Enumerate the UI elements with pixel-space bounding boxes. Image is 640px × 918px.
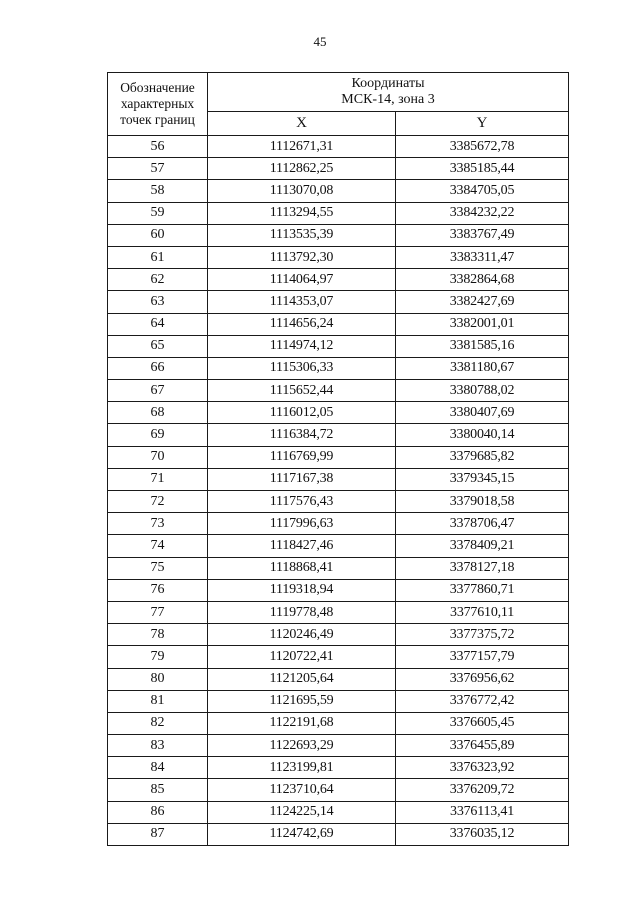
- table-row: [108, 158, 569, 180]
- point-cell: 65: [108, 335, 208, 357]
- table-row: [108, 357, 569, 379]
- point-cell: 74: [108, 535, 208, 557]
- point-cell: 59: [108, 202, 208, 224]
- y-coordinate-cell: 3376323,92: [396, 757, 569, 779]
- x-coordinate-cell: 1113535,39: [208, 224, 396, 246]
- y-coordinate-cell: 3378706,47: [396, 513, 569, 535]
- y-coordinate-cell: 3376605,45: [396, 712, 569, 734]
- point-cell: 85: [108, 779, 208, 801]
- y-coordinate-cell: 3376113,41: [396, 801, 569, 823]
- point-cell: 63: [108, 291, 208, 313]
- y-coordinate-cell: 3376455,89: [396, 735, 569, 757]
- table-row: [108, 801, 569, 823]
- table-row: [108, 624, 569, 646]
- y-coordinate-cell: 3376772,42: [396, 690, 569, 712]
- y-coordinate-cell: 3377375,72: [396, 624, 569, 646]
- point-cell: 58: [108, 180, 208, 202]
- point-cell: 68: [108, 402, 208, 424]
- table-row: [108, 202, 569, 224]
- y-coordinate-cell: 3376956,62: [396, 668, 569, 690]
- points-column-header: Обозначение характерных точек границ: [108, 73, 208, 136]
- table-row: [108, 380, 569, 402]
- table-row: [108, 468, 569, 490]
- x-coordinate-cell: 1116384,72: [208, 424, 396, 446]
- x-coordinate-cell: 1117576,43: [208, 491, 396, 513]
- x-coordinate-cell: 1118427,46: [208, 535, 396, 557]
- y-coordinate-cell: 3378127,18: [396, 557, 569, 579]
- table-row: [108, 646, 569, 668]
- point-cell: 87: [108, 823, 208, 845]
- y-coordinate-cell: 3380407,69: [396, 402, 569, 424]
- point-cell: 86: [108, 801, 208, 823]
- y-coordinate-cell: 3377860,71: [396, 579, 569, 601]
- table-row: [108, 491, 569, 513]
- table-row: [108, 757, 569, 779]
- table-header-row: [108, 73, 569, 112]
- x-coordinate-cell: 1113070,08: [208, 180, 396, 202]
- table-row: [108, 668, 569, 690]
- table-row: [108, 779, 569, 801]
- y-coordinate-cell: 3382001,01: [396, 313, 569, 335]
- y-coordinate-cell: 3379345,15: [396, 468, 569, 490]
- x-coordinate-cell: 1120722,41: [208, 646, 396, 668]
- x-column-header: X: [208, 111, 396, 135]
- x-coordinate-cell: 1114974,12: [208, 335, 396, 357]
- x-coordinate-cell: 1124225,14: [208, 801, 396, 823]
- y-coordinate-cell: 3381180,67: [396, 357, 569, 379]
- y-coordinate-cell: 3377157,79: [396, 646, 569, 668]
- point-cell: 76: [108, 579, 208, 601]
- y-coordinate-cell: 3382864,68: [396, 269, 569, 291]
- point-cell: 69: [108, 424, 208, 446]
- point-cell: 73: [108, 513, 208, 535]
- table-row: [108, 402, 569, 424]
- table-row: [108, 690, 569, 712]
- x-coordinate-cell: 1113792,30: [208, 246, 396, 268]
- coordinates-header: [208, 73, 569, 112]
- x-coordinate-cell: 1123710,64: [208, 779, 396, 801]
- y-coordinate-cell: 3383767,49: [396, 224, 569, 246]
- point-cell: 77: [108, 601, 208, 623]
- x-coordinate-cell: 1114064,97: [208, 269, 396, 291]
- y-coordinate-cell: 3383311,47: [396, 246, 569, 268]
- coordinates-header-title: Координаты: [351, 75, 425, 91]
- point-cell: 78: [108, 624, 208, 646]
- x-coordinate-cell: 1123199,81: [208, 757, 396, 779]
- x-coordinate-cell: 1112671,31: [208, 136, 396, 158]
- x-coordinate-cell: 1115652,44: [208, 380, 396, 402]
- coordinates-table: [107, 72, 569, 846]
- point-cell: 64: [108, 313, 208, 335]
- point-cell: 81: [108, 690, 208, 712]
- table-row: [108, 424, 569, 446]
- y-coordinate-cell: 3380788,02: [396, 380, 569, 402]
- y-coordinate-cell: 3380040,14: [396, 424, 569, 446]
- point-cell: 84: [108, 757, 208, 779]
- table-row: [108, 246, 569, 268]
- point-cell: 61: [108, 246, 208, 268]
- page-number: 45: [313, 34, 327, 49]
- x-coordinate-cell: 1124742,69: [208, 823, 396, 845]
- table-row: [108, 557, 569, 579]
- y-coordinate-cell: 3381585,16: [396, 335, 569, 357]
- y-coordinate-cell: 3376209,72: [396, 779, 569, 801]
- x-coordinate-cell: 1122693,29: [208, 735, 396, 757]
- y-coordinate-cell: 3382427,69: [396, 291, 569, 313]
- x-coordinate-cell: 1113294,55: [208, 202, 396, 224]
- table-row: [108, 180, 569, 202]
- table-row: [108, 579, 569, 601]
- y-coordinate-cell: 3384705,05: [396, 180, 569, 202]
- point-cell: 70: [108, 446, 208, 468]
- x-coordinate-cell: 1120246,49: [208, 624, 396, 646]
- y-coordinate-cell: 3379685,82: [396, 446, 569, 468]
- x-coordinate-cell: 1112862,25: [208, 158, 396, 180]
- table-row: [108, 269, 569, 291]
- point-cell: 60: [108, 224, 208, 246]
- point-cell: 82: [108, 712, 208, 734]
- y-coordinate-cell: 3376035,12: [396, 823, 569, 845]
- y-coordinate-cell: 3385672,78: [396, 136, 569, 158]
- x-coordinate-cell: 1114656,24: [208, 313, 396, 335]
- y-coordinate-cell: 3378409,21: [396, 535, 569, 557]
- table-row: [108, 291, 569, 313]
- coordinates-header-system: МСК-14, зона 3: [341, 91, 435, 107]
- y-column-header: Y: [396, 111, 569, 135]
- point-cell: 79: [108, 646, 208, 668]
- x-coordinate-cell: 1116769,99: [208, 446, 396, 468]
- table-row: [108, 601, 569, 623]
- y-coordinate-cell: 3385185,44: [396, 158, 569, 180]
- y-coordinate-cell: 3377610,11: [396, 601, 569, 623]
- table-row: [108, 513, 569, 535]
- x-coordinate-cell: 1118868,41: [208, 557, 396, 579]
- point-cell: 75: [108, 557, 208, 579]
- x-coordinate-cell: 1121205,64: [208, 668, 396, 690]
- point-cell: 62: [108, 269, 208, 291]
- point-cell: 66: [108, 357, 208, 379]
- x-coordinate-cell: 1115306,33: [208, 357, 396, 379]
- table-row: [108, 823, 569, 845]
- x-coordinate-cell: 1119778,48: [208, 601, 396, 623]
- table-row: [108, 735, 569, 757]
- point-cell: 83: [108, 735, 208, 757]
- table-row: [108, 313, 569, 335]
- point-cell: 80: [108, 668, 208, 690]
- point-cell: 72: [108, 491, 208, 513]
- table-body: [108, 136, 569, 846]
- x-coordinate-cell: 1122191,68: [208, 712, 396, 734]
- y-coordinate-cell: 3379018,58: [396, 491, 569, 513]
- point-cell: 57: [108, 158, 208, 180]
- y-coordinate-cell: 3384232,22: [396, 202, 569, 224]
- point-cell: 71: [108, 468, 208, 490]
- x-coordinate-cell: 1116012,05: [208, 402, 396, 424]
- x-coordinate-cell: 1117167,38: [208, 468, 396, 490]
- point-cell: 56: [108, 136, 208, 158]
- table-row: [108, 136, 569, 158]
- point-cell: 67: [108, 380, 208, 402]
- x-coordinate-cell: 1117996,63: [208, 513, 396, 535]
- table-row: [108, 335, 569, 357]
- x-coordinate-cell: 1121695,59: [208, 690, 396, 712]
- table-row: [108, 224, 569, 246]
- table-row: [108, 712, 569, 734]
- table-row: [108, 535, 569, 557]
- x-coordinate-cell: 1114353,07: [208, 291, 396, 313]
- table-row: [108, 446, 569, 468]
- x-coordinate-cell: 1119318,94: [208, 579, 396, 601]
